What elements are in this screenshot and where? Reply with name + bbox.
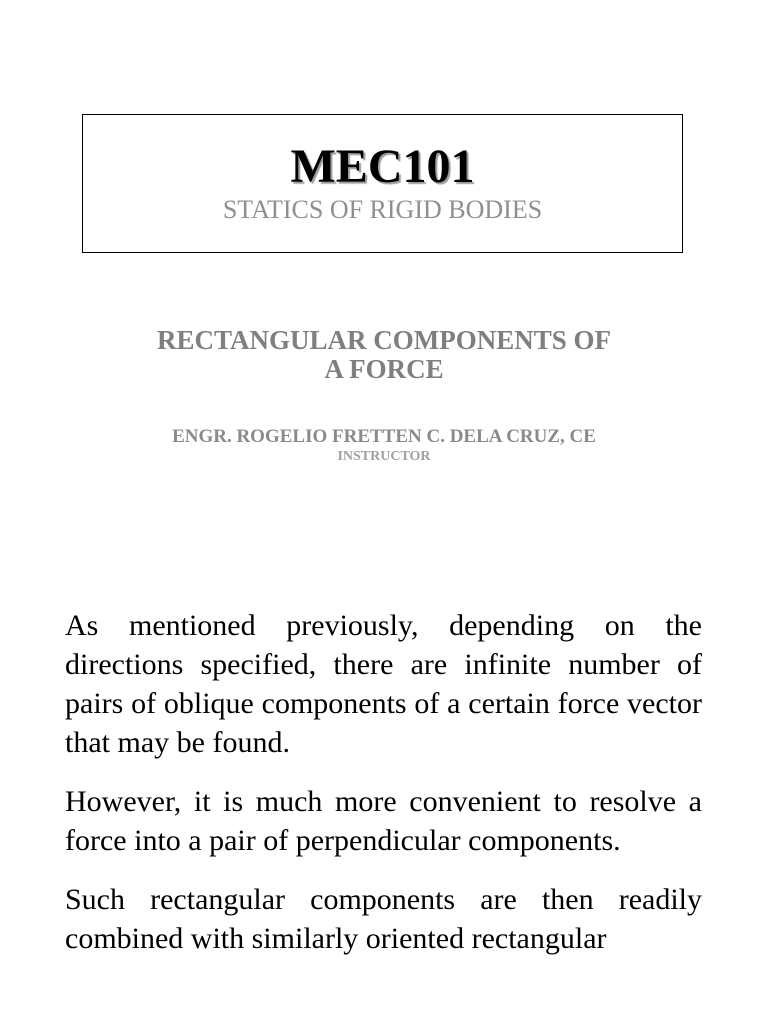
- paragraph-2: However, it is much more convenient to resolve a force into a pair of perpendicular components.: [65, 785, 702, 857]
- title-box: [82, 114, 683, 253]
- paragraph-3: Such rectangular components are then readily combined with similarly oriented rectangular: [65, 883, 702, 955]
- course-name: STATICS OF RIGID BODIES: [222, 195, 543, 224]
- lecture-title-line-1: RECTANGULAR COMPONENTS OF: [156, 325, 612, 355]
- lecture-title: [0, 326, 768, 384]
- lecture-title-line-2: A FORCE: [324, 354, 444, 384]
- instructor-name: ENGR. ROGELIO FRETTEN C. DELA CRUZ, CE: [172, 426, 596, 447]
- course-code: MEC101: [290, 140, 475, 193]
- paragraph-1: As mentioned previously, depending on the directions specified, there are infinite number of pairs of oblique components of a certain force vector that may be found.: [65, 609, 702, 759]
- instructor-role: INSTRUCTOR: [337, 449, 431, 464]
- body-text: [65, 606, 702, 978]
